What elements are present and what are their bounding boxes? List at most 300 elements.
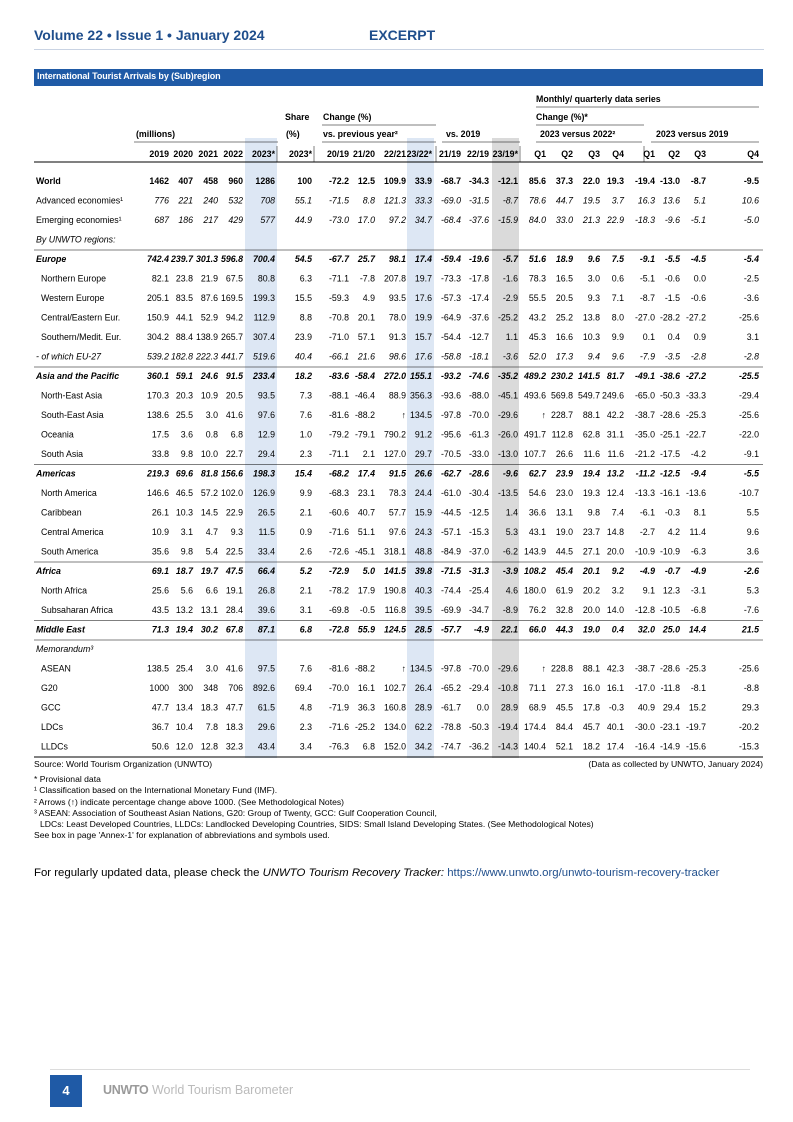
table-cell: 706 bbox=[228, 683, 243, 693]
table-cell: -71.6 bbox=[328, 722, 349, 732]
table-cell: 7.5 bbox=[611, 254, 624, 264]
table-cell: 186 bbox=[178, 215, 193, 225]
table-cell: 3.7 bbox=[611, 195, 624, 206]
table-cell: 10.3 bbox=[582, 332, 600, 342]
table-cell: 9.2 bbox=[611, 566, 624, 576]
table-cell: -12.1 bbox=[497, 176, 518, 186]
table-cell: 14.8 bbox=[606, 527, 624, 537]
table-cell: 18.9 bbox=[555, 254, 573, 264]
table-cell: 0.4 bbox=[611, 624, 624, 635]
table-cell: -19.7 bbox=[685, 722, 706, 732]
table-cell: -72.6 bbox=[328, 546, 349, 557]
table-cell: 48.8 bbox=[414, 546, 432, 557]
table-cell: 20.0 bbox=[582, 605, 600, 615]
table-cell: 9.4 bbox=[587, 351, 600, 362]
table-cell: 8.8 bbox=[299, 312, 312, 323]
table-cell: -9.6 bbox=[664, 215, 680, 225]
table-cell: -38.6 bbox=[659, 371, 680, 381]
table-cell: 5.1 bbox=[693, 195, 706, 206]
table-cell: -70.0 bbox=[328, 683, 349, 693]
table-cell: -88.2 bbox=[354, 663, 375, 674]
table-cell: 307.4 bbox=[252, 332, 275, 342]
table-cell: 539.2 bbox=[146, 351, 169, 362]
table-cell: 126.9 bbox=[252, 488, 275, 498]
table-cell: 62.2 bbox=[414, 722, 432, 732]
table-cell: 85.6 bbox=[528, 176, 546, 186]
row-label: Central/Eastern Eur. bbox=[41, 312, 121, 323]
header-divider bbox=[34, 49, 764, 50]
table-cell: -65.2 bbox=[440, 683, 461, 693]
table-cell: 12.0 bbox=[175, 741, 193, 752]
table-cell: 23.7 bbox=[582, 527, 600, 537]
table-cell: -68.3 bbox=[328, 488, 349, 498]
table-cell: 3.0 bbox=[205, 410, 218, 420]
table-cell: 28.9 bbox=[500, 702, 518, 713]
table-cell: -73.0 bbox=[328, 215, 349, 225]
table-cell: -71.0 bbox=[328, 332, 349, 342]
table-cell: -79.1 bbox=[354, 429, 375, 440]
table-cell: -7.9 bbox=[639, 351, 655, 362]
table-cell: -45.1 bbox=[497, 390, 518, 401]
table-cell: 24.3 bbox=[414, 527, 432, 537]
table-cell: -22.7 bbox=[685, 429, 706, 440]
table-cell: 62.7 bbox=[528, 468, 546, 479]
table-cell: 6.3 bbox=[299, 273, 312, 284]
table-cell: 5.6 bbox=[180, 585, 193, 596]
table-cell: -0.6 bbox=[690, 293, 706, 303]
table-cell: 68.9 bbox=[528, 702, 546, 713]
table-cell: 37.3 bbox=[555, 176, 573, 186]
table-cell: -5.0 bbox=[743, 215, 759, 225]
table-cell: 6.8 bbox=[230, 429, 243, 440]
table-cell: 19.1 bbox=[225, 585, 243, 596]
table-cell: 233.4 bbox=[252, 371, 275, 381]
row-label: Caribbean bbox=[41, 507, 82, 518]
table-cell: -33.0 bbox=[468, 449, 489, 459]
table-cell: 3.0 bbox=[205, 663, 218, 674]
column-header: Q4 bbox=[747, 149, 759, 159]
table-cell: 519.6 bbox=[252, 351, 275, 362]
table-cell: 19.7 bbox=[200, 566, 218, 576]
table-cell: 97.2 bbox=[388, 215, 406, 225]
table-cell: 9.6 bbox=[587, 254, 600, 264]
table-cell: -17.8 bbox=[468, 273, 489, 284]
table-cell: 18.3 bbox=[225, 722, 243, 732]
table-cell: -38.7 bbox=[634, 410, 655, 420]
table-cell: 4.7 bbox=[205, 527, 218, 537]
table-cell: 222.3 bbox=[195, 351, 218, 362]
table-cell: 33.4 bbox=[257, 546, 275, 557]
table-cell: 300 bbox=[178, 683, 193, 693]
table-cell: 219.3 bbox=[146, 468, 169, 479]
table-cell: -0.3 bbox=[664, 507, 680, 518]
table-cell: 47.7 bbox=[225, 702, 243, 713]
brand-bold: UNWTO bbox=[103, 1083, 149, 1097]
table-cell: 228.8 bbox=[550, 663, 573, 674]
table-cell: 13.6 bbox=[662, 195, 680, 206]
row-label: Advanced economies¹ bbox=[36, 195, 124, 206]
table-cell: 360.1 bbox=[146, 371, 169, 381]
column-header: 22/19 bbox=[466, 149, 489, 159]
table-cell: 892.6 bbox=[252, 683, 275, 693]
table-cell: -61.3 bbox=[468, 429, 489, 440]
table-cell: -20.2 bbox=[738, 722, 759, 732]
table-cell: 46.5 bbox=[175, 488, 193, 498]
table-cell: -30.0 bbox=[634, 722, 655, 732]
table-cell: -19.4 bbox=[497, 722, 518, 732]
table-cell: -31.3 bbox=[468, 566, 489, 576]
table-cell: -67.7 bbox=[328, 254, 349, 264]
table-cell: -71.1 bbox=[328, 273, 349, 284]
table-cell: 596.8 bbox=[220, 254, 243, 264]
table-cell: 88.1 bbox=[582, 663, 600, 674]
table-cell: 26.6 bbox=[555, 449, 573, 459]
table-cell: -4.9 bbox=[690, 566, 706, 576]
table-cell: 97.6 bbox=[257, 410, 275, 420]
column-header: 2023* bbox=[252, 149, 275, 159]
table-cell: -65.0 bbox=[634, 390, 655, 401]
table-cell: 21.3 bbox=[582, 215, 600, 225]
table-cell: 91.5 bbox=[388, 468, 406, 479]
table-cell: 152.0 bbox=[383, 741, 406, 752]
table-cell: 1.0 bbox=[299, 429, 312, 440]
table-cell: 23.1 bbox=[357, 488, 375, 498]
table-cell: 16.1 bbox=[606, 683, 624, 693]
table-cell: 742.4 bbox=[146, 254, 169, 264]
table-cell: 348 bbox=[203, 683, 218, 693]
table-cell: 150.9 bbox=[146, 312, 169, 323]
table-cell: 9.3 bbox=[587, 293, 600, 303]
table-cell: 549.7 bbox=[577, 390, 600, 401]
table-cell: -9.4 bbox=[690, 468, 706, 479]
table-cell: 33.3 bbox=[414, 195, 432, 206]
table-cell: -4.2 bbox=[690, 449, 706, 459]
table-cell: -66.1 bbox=[328, 351, 349, 362]
table-cell: 138.5 bbox=[146, 663, 169, 674]
table-cell: -26.0 bbox=[497, 429, 518, 440]
table-cell: 2.6 bbox=[299, 546, 312, 557]
table-cell: 17.8 bbox=[582, 702, 600, 713]
table-cell: 32.3 bbox=[225, 741, 243, 752]
column-header: Q1 bbox=[643, 149, 655, 159]
table-cell: 40.9 bbox=[637, 702, 655, 713]
table-cell: 91.2 bbox=[414, 429, 432, 440]
table-cell: -16.4 bbox=[634, 741, 655, 752]
page-header bbox=[34, 27, 759, 49]
table-cell: -25.2 bbox=[497, 312, 518, 323]
table-cell: 687 bbox=[154, 215, 169, 225]
table-cell: -81.6 bbox=[328, 410, 349, 420]
column-header: 23/22* bbox=[406, 149, 432, 159]
table-cell: -70.0 bbox=[468, 663, 489, 674]
row-label: North America bbox=[41, 488, 97, 498]
header-vs-prev: vs. previous year² bbox=[323, 129, 398, 139]
table-cell: 55.1 bbox=[294, 195, 312, 206]
table-cell: 12.5 bbox=[357, 176, 375, 186]
header-v2019: 2023 versus 2019 bbox=[656, 129, 729, 139]
table-cell: -74.4 bbox=[440, 585, 461, 596]
row-label: Memorandum³ bbox=[36, 644, 94, 654]
header-change: Change (%) bbox=[323, 112, 372, 122]
table-cell: -50.3 bbox=[659, 390, 680, 401]
table-cell: 42.3 bbox=[606, 663, 624, 674]
table-cell: -38.7 bbox=[634, 663, 655, 674]
column-header: 21/20 bbox=[352, 149, 375, 159]
table-cell: 458 bbox=[203, 176, 218, 186]
tracker-name: UNWTO Tourism Recovery Tracker: bbox=[262, 867, 445, 879]
table-cell: -8.9 bbox=[502, 605, 518, 615]
table-cell: 3.1 bbox=[746, 332, 759, 342]
table-cell: 15.5 bbox=[294, 293, 312, 303]
table-cell: 249.6 bbox=[601, 390, 624, 401]
table-cell: 80.8 bbox=[257, 273, 275, 284]
table-cell: 1462 bbox=[149, 176, 169, 186]
table-cell: 19.3 bbox=[582, 488, 600, 498]
table-cell: 22.0 bbox=[582, 176, 600, 186]
table-cell: -72.2 bbox=[328, 176, 349, 186]
table-cell: 11.6 bbox=[607, 449, 624, 459]
table-cell: 0.0 bbox=[693, 273, 706, 284]
table-cell: 102.7 bbox=[383, 683, 406, 693]
table-cell: 52.9 bbox=[200, 312, 218, 323]
table-cell: 8.1 bbox=[693, 507, 706, 518]
table-cell: 51.6 bbox=[528, 254, 546, 264]
table-cell: 17.6 bbox=[414, 351, 432, 362]
table-cell: -25.6 bbox=[738, 410, 759, 420]
table-cell: 26.1 bbox=[151, 507, 169, 518]
table-cell: 180.0 bbox=[523, 585, 546, 596]
table-cell: -33.3 bbox=[685, 390, 706, 401]
table-cell: -78.2 bbox=[328, 585, 349, 596]
table-cell: 143.9 bbox=[523, 546, 546, 557]
table-cell: 88.1 bbox=[582, 410, 600, 420]
table-cell: -69.8 bbox=[328, 605, 349, 615]
row-label: North Africa bbox=[41, 585, 87, 596]
table-cell: 51.1 bbox=[357, 527, 375, 537]
table-cell: -25.6 bbox=[738, 663, 759, 674]
table-cell: 2.1 bbox=[299, 507, 312, 518]
table-cell: -70.0 bbox=[468, 410, 489, 420]
table-cell: 57.1 bbox=[357, 332, 375, 342]
row-label: World bbox=[36, 176, 61, 186]
table-cell: -15.3 bbox=[738, 741, 759, 752]
tracker-link[interactable]: https://www.unwto.org/unwto-tourism-recovery-tracker bbox=[447, 867, 720, 879]
table-cell: 134.0 bbox=[383, 722, 406, 732]
table-cell: 140.4 bbox=[523, 741, 546, 752]
table-cell: 20.5 bbox=[555, 293, 573, 303]
table-cell: 240 bbox=[203, 195, 218, 206]
table-cell: 82.1 bbox=[151, 273, 169, 284]
row-label: GCC bbox=[41, 702, 61, 713]
table-cell: -35.2 bbox=[497, 371, 518, 381]
table-cell: 20.3 bbox=[175, 390, 193, 401]
table-cell: 1.4 bbox=[505, 507, 518, 518]
table-cell: -22.0 bbox=[738, 429, 759, 440]
table-cell: 532 bbox=[228, 195, 243, 206]
table-cell: 29.4 bbox=[257, 449, 275, 459]
table-cell: 112.8 bbox=[551, 429, 573, 440]
table-cell: 88.4 bbox=[175, 332, 193, 342]
table-cell: 127.0 bbox=[383, 449, 406, 459]
brand-logo bbox=[103, 1083, 293, 1097]
table-cell: 7.8 bbox=[205, 722, 218, 732]
table-cell: -93.6 bbox=[440, 390, 461, 401]
table-cell: ↑ bbox=[541, 663, 546, 674]
table-cell: 318.1 bbox=[383, 546, 406, 557]
table-cell: 4.8 bbox=[299, 702, 312, 713]
table-cell: -10.8 bbox=[497, 683, 518, 693]
table-cell: 26.5 bbox=[257, 507, 275, 518]
table-cell: -28.6 bbox=[659, 410, 680, 420]
table-cell: 14.5 bbox=[200, 507, 218, 518]
table-cell: 108.2 bbox=[523, 566, 546, 576]
table-cell: 0.9 bbox=[693, 332, 706, 342]
table-cell: -59.4 bbox=[440, 254, 461, 264]
table-cell: 71.1 bbox=[528, 683, 546, 693]
table-cell: -8.8 bbox=[743, 683, 759, 693]
table-title: International Tourist Arrivals by (Sub)region bbox=[37, 71, 221, 81]
table-cell: 5.3 bbox=[746, 585, 759, 596]
table-cell: -37.6 bbox=[468, 312, 489, 323]
column-header: 22/21 bbox=[383, 149, 406, 159]
table-cell: 78.3 bbox=[388, 488, 406, 498]
table-cell: 2.3 bbox=[299, 449, 312, 459]
table-cell: 13.1 bbox=[200, 605, 218, 615]
table-cell: 7.1 bbox=[611, 293, 624, 303]
table-cell: -10.9 bbox=[659, 546, 680, 557]
table-cell: 13.2 bbox=[606, 468, 624, 479]
table-cell: 22.5 bbox=[225, 546, 243, 557]
table-cell: 11.6 bbox=[583, 449, 600, 459]
table-cell: -5.7 bbox=[502, 254, 518, 264]
column-header: Q1 bbox=[534, 149, 546, 159]
table-cell: 7.6 bbox=[299, 410, 312, 420]
table-cell: -2.8 bbox=[690, 351, 706, 362]
table-cell: 3.4 bbox=[299, 741, 312, 752]
table-cell: -17.5 bbox=[659, 449, 680, 459]
table-cell: -8.7 bbox=[639, 293, 655, 303]
table-cell: 36.6 bbox=[528, 507, 546, 518]
table-cell: 22.7 bbox=[225, 449, 243, 459]
table-cell: -28.2 bbox=[659, 312, 680, 323]
table-cell: 13.8 bbox=[582, 312, 600, 323]
table-cell: -2.8 bbox=[743, 351, 759, 362]
table-cell: 78.3 bbox=[528, 273, 546, 284]
table-cell: -88.0 bbox=[468, 390, 489, 401]
row-label: G20 bbox=[41, 683, 58, 693]
table-cell: 83.5 bbox=[175, 293, 193, 303]
table-cell: 14.0 bbox=[606, 605, 624, 615]
table-cell: 12.3 bbox=[662, 585, 680, 596]
table-cell: 205.1 bbox=[146, 293, 169, 303]
table-cell: 20.1 bbox=[357, 312, 375, 323]
excerpt-label: EXCERPT bbox=[369, 27, 436, 43]
table-cell: 8.8 bbox=[362, 195, 375, 206]
table-cell: 43.5 bbox=[151, 605, 169, 615]
table-cell: 27.3 bbox=[555, 683, 573, 693]
table-cell: 5.2 bbox=[299, 566, 312, 576]
table-cell: -30.4 bbox=[468, 488, 489, 498]
table-cell: -50.3 bbox=[468, 722, 489, 732]
table-cell: 40.3 bbox=[414, 585, 432, 596]
table-cell: 17.9 bbox=[357, 585, 375, 596]
table-cell: 6.6 bbox=[205, 585, 218, 596]
table-cell: -57.7 bbox=[440, 624, 461, 635]
table-cell: 141.5 bbox=[577, 371, 600, 381]
table-cell: 19.0 bbox=[555, 527, 573, 537]
footnote: ¹ Classification based on the International Monetary Fund (IMF). bbox=[34, 785, 278, 796]
table-cell: 17.4 bbox=[414, 254, 432, 264]
footnote: LDCs: Least Developed Countries, LLDCs: Landlocked Developing Countries, SIDS: Small Island Developing States. (See Methodological Notes) bbox=[40, 819, 594, 830]
table-cell: -62.7 bbox=[440, 468, 461, 479]
table-cell: 43.2 bbox=[528, 312, 546, 323]
table-cell: 429 bbox=[228, 215, 243, 225]
table-cell: -15.6 bbox=[685, 741, 706, 752]
table-cell: 4.6 bbox=[505, 585, 518, 596]
arrivals-table bbox=[34, 86, 763, 758]
table-cell: -68.4 bbox=[440, 215, 461, 225]
table-cell: -25.2 bbox=[354, 722, 375, 732]
table-cell: -10.9 bbox=[634, 546, 655, 557]
table-cell: 45.4 bbox=[555, 566, 573, 576]
table-cell: -25.3 bbox=[685, 663, 706, 674]
table-cell: -34.3 bbox=[468, 176, 489, 186]
table-cell: 6.8 bbox=[299, 624, 312, 635]
table-cell: 34.2 bbox=[414, 741, 432, 752]
row-label: Americas bbox=[36, 468, 76, 479]
table-cell: 0.6 bbox=[611, 273, 624, 284]
table-cell: 52.0 bbox=[528, 351, 546, 362]
table-cell: -14.3 bbox=[497, 741, 518, 752]
table-cell: 174.4 bbox=[523, 722, 546, 732]
table-cell: -12.7 bbox=[468, 332, 489, 342]
table-cell: 9.1 bbox=[642, 585, 655, 596]
table-cell: 39.6 bbox=[257, 605, 275, 615]
table-cell: 9.3 bbox=[230, 527, 243, 537]
table-cell: -3.9 bbox=[502, 566, 518, 576]
tracker-note bbox=[34, 867, 793, 879]
table-cell: 7.3 bbox=[299, 390, 312, 401]
table-cell: 29.6 bbox=[257, 722, 275, 732]
table-cell: 141.5 bbox=[383, 566, 406, 576]
table-cell: 109.9 bbox=[383, 176, 406, 186]
table-cell: -37.6 bbox=[468, 215, 489, 225]
table-cell: 441.7 bbox=[220, 351, 243, 362]
table-cell: 22.9 bbox=[225, 507, 243, 518]
table-cell: 26.8 bbox=[257, 585, 275, 596]
table-cell: 78.6 bbox=[528, 195, 546, 206]
table-cell: -3.5 bbox=[664, 351, 680, 362]
table-cell: 221 bbox=[178, 195, 193, 206]
column-header: Q4 bbox=[612, 149, 624, 159]
table-cell: -0.7 bbox=[664, 566, 680, 576]
table-cell: 84.0 bbox=[528, 215, 546, 225]
table-cell: 18.2 bbox=[294, 371, 312, 381]
table-cell: -58.8 bbox=[440, 351, 461, 362]
table-cell: -31.5 bbox=[468, 195, 489, 206]
footnote: ² Arrows (↑) indicate percentage change above 1000. (See Methodological Notes) bbox=[34, 796, 345, 807]
table-cell: 12.9 bbox=[257, 429, 275, 440]
table-cell: 41.6 bbox=[225, 410, 243, 420]
table-cell: 32.0 bbox=[637, 624, 655, 635]
table-cell: 121.3 bbox=[383, 195, 406, 206]
table-cell: 190.8 bbox=[383, 585, 406, 596]
collected-text: (Data as collected by UNWTO, January 2024) bbox=[588, 759, 763, 769]
table-cell: 10.0 bbox=[200, 449, 218, 459]
table-cell: 5.5 bbox=[746, 507, 759, 518]
table-cell: -29.6 bbox=[497, 663, 518, 674]
table-cell: 12.4 bbox=[606, 488, 624, 498]
